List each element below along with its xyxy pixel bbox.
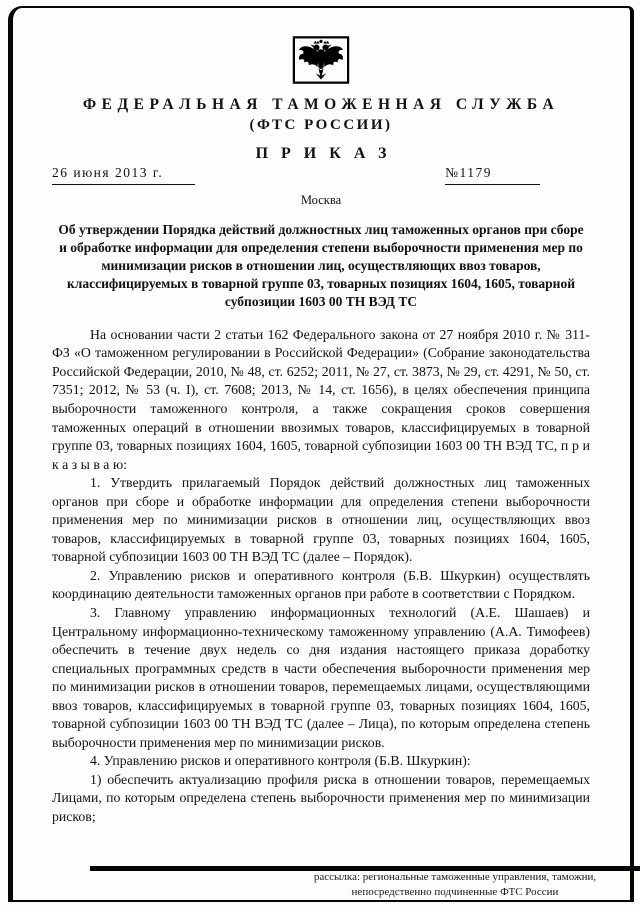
distribution-note-line1: рассылка: региональные таможенные управления, таможни,	[313, 871, 597, 884]
coat-of-arms-emblem-icon	[292, 36, 350, 84]
paragraph-preamble: На основании части 2 статьи 162 Федерального закона от 27 ноября 2010 г. № 311-ФЗ «О таможенном регулировании в Российской Федерации» (Собрание законодательства Российской Федерации, 2010, № 48, ст. 6252; 2011, № 27, ст. 3873, № 29, ст. 4291, № 50, ст. 7351; 2012, № 53 (ч. I), ст. 7608; 2013, № 14, ст. 1656), в целях обеспечения принципа выборочности таможенного контроля, а также сокращения сроков совершения таможенных операций в отношении ввозимых товаров, классифицируемых в товарной группе 03, товарных позициях 1604, 1605, товарной субпозиции 1603 00 ТН ВЭД ТС, п р и к а з ы в а ю:	[52, 326, 590, 472]
org-abbreviation: (ФТС РОССИИ)	[249, 117, 393, 133]
document-subject: Об утверждении Порядка действий должностных лиц таможенных органов при сборе и обработке информации для определения степени выборочности применения мер по минимизации рисков в отношении лиц, осуществляющих ввоз товаров, классифицируемых в товарной группе 03, товарных позициях 1604, 1605, товарной субпозиции 1603 00 ТН ВЭД ТС	[58, 222, 584, 309]
org-name: ФЕДЕРАЛЬНАЯ ТАМОЖЕННАЯ СЛУЖБА	[82, 96, 560, 113]
paragraph-item-3: 3. Главному управлению информационных технологий (А.Е. Шашаев) и Центральному информационно-техническому таможенному управлению (А.А. Тимофеев) обеспечить в течение двух недель со дня издания настоящего приказа доработку специальных программных средств в части обеспечения выборочности применения мер по минимизации рисков в отношении товаров, перемещаемых лицами, осуществляющими ввоз товаров, классифицируемых в товарной группе 03, товарных позициях 1604, 1605, товарной субпозиции 1603 00 ТН ВЭД ТС (далее – Лица), по которым определена степень выборочности применения мер по минимизации рисков.	[52, 604, 590, 750]
document-date: 26 июня 2013 г.	[52, 165, 195, 185]
date-number-row	[52, 165, 590, 185]
distribution-note-line2: непосредственно подчиненные ФТС России	[351, 885, 559, 898]
paragraph-item-2: 2. Управлению рисков и оперативного контроля (Б.В. Шкуркин) осуществлять координацию деятельности таможенных органов при работе в соответствии с Порядком.	[52, 567, 590, 602]
paragraph-item-4-sub-1: 1) обеспечить актуализацию профиля риска в отношении товаров, перемещаемых Лицами, по которым определена степень выборочности применения мер по минимизации рисков;	[52, 771, 590, 824]
document-type-title: ПРИКАЗ	[255, 145, 400, 162]
document-content	[52, 36, 590, 827]
document-number: №1179	[445, 165, 540, 185]
distribution-note	[285, 870, 625, 899]
paragraph-item-1: 1. Утвердить прилагаемый Порядок действий должностных лиц таможенных органов при сборе и обработке информации для определения степени выборочности применения мер по минимизации рисков в отношении лиц, осуществляющих ввоз товаров, классифицируемых в товарной группе 03, товарных позициях 1604, 1605, товарной субпозиции 1603 00 ТН ВЭД ТС (далее – Порядок).	[52, 475, 590, 565]
city-label: Москва	[300, 193, 342, 207]
paragraph-item-4: 4. Управлению рисков и оперативного контроля (Б.В. Шкуркин):	[90, 753, 471, 769]
